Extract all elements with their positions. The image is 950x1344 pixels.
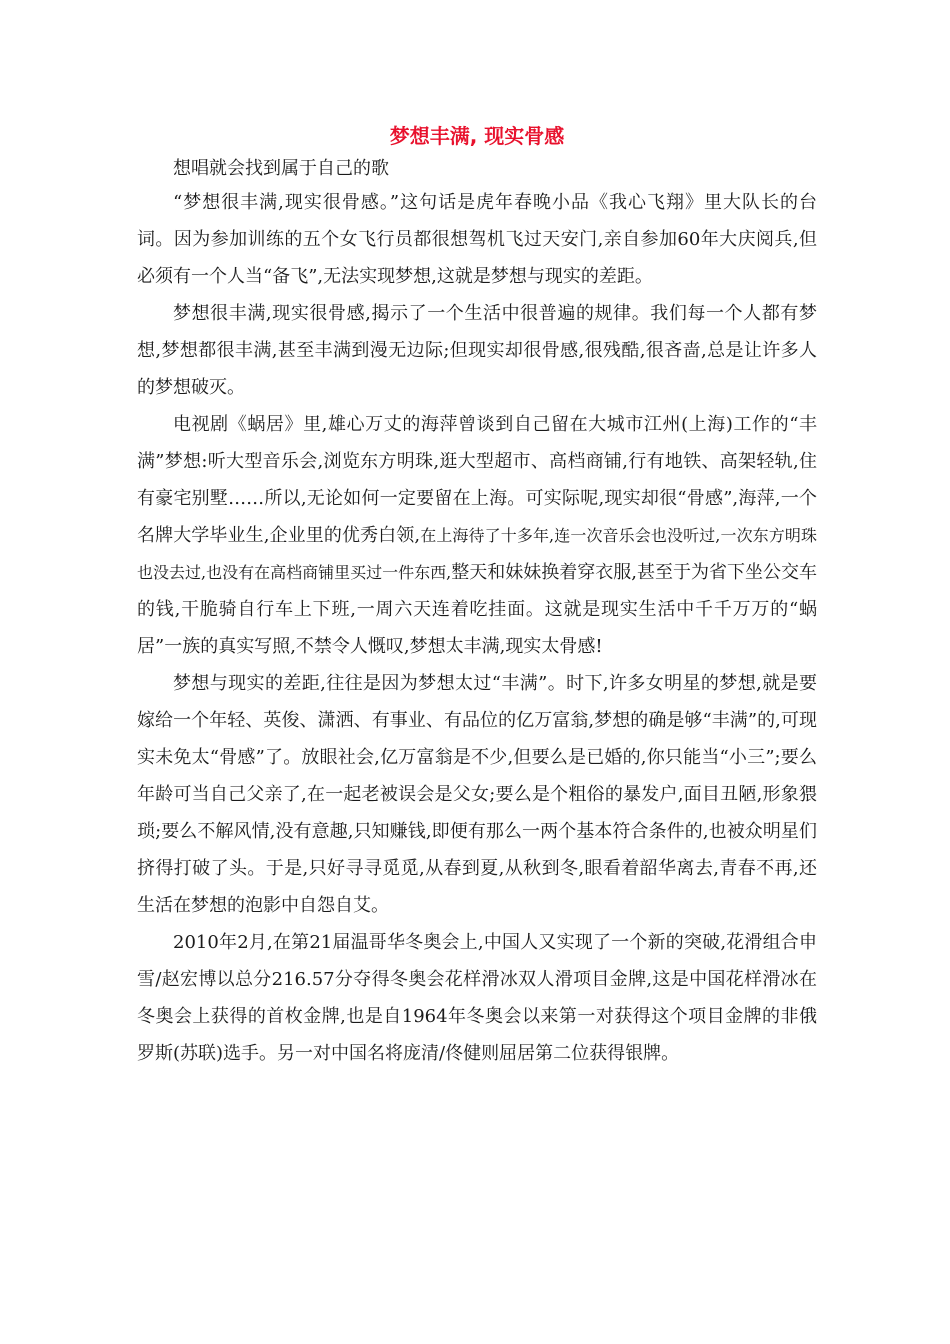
paragraph-3-part-1: 电视剧《蜗居》里,雄心万丈的海萍曾谈到自己留在大城市江州(上海)工作的“丰满”梦想:听大型音乐会,浏览东方明珠,逛大型超市、高档商铺,行有地铁、高架轻轨,住有豪宅别墅……所以,无论如何一定要留在上海。可实际呢,现实却很“骨感”,海萍,一个名牌大学毕业生,企业里的优秀白领, <box>137 414 817 546</box>
paragraph-3 <box>137 406 817 665</box>
paragraph-5: 2010年2月,在第21届温哥华冬奥会上,中国人又实现了一个新的突破,花滑组合申雪/赵宏博以总分216.57分夺得冬奥会花样滑冰双人滑项目金牌,这是中国花样滑冰在冬奥会上获得的首枚金牌,也是自1964年冬奥会以来第一对获得这个项目金牌的非俄罗斯(苏联)选手。另一对中国名将庞清/佟健则屈居第二位获得银牌。 <box>137 932 817 1064</box>
paragraph-2: 梦想很丰满,现实很骨感,揭示了一个生活中很普遍的规律。我们每一个人都有梦想,梦想都很丰满,甚至丰满到漫无边际;但现实却很骨感,很残酷,很吝啬,总是让许多人的梦想破灭。 <box>137 303 817 398</box>
paragraph-3-part-2: 在上海待了十多年,连一次音乐会也没听过,一次东方明珠也没去过,也没有在高档商铺里买过一件东西, <box>137 526 817 582</box>
paragraph-3-part-3: 整天和妹妹换着穿衣服,甚至于为省下坐公交车的钱,干脆骑自行车上下班,一周六天连着吃挂面。这就是现实生活中千千万万的“蜗居”一族的真实写照,不禁令人慨叹,梦想太丰满,现实太骨感! <box>137 562 817 657</box>
paragraph-4: 梦想与现实的差距,往往是因为梦想太过“丰满”。时下,许多女明星的梦想,就是要嫁给一个年轻、英俊、潇洒、有事业、有品位的亿万富翁,梦想的确是够“丰满”的,可现实未免太“骨感”了。放眼社会,亿万富翁是不少,但要么是已婚的,你只能当“小三”;要么年龄可当自己父亲了,在一起老被误会是父女;要么是个粗俗的暴发户,面目丑陋,形象猥琐;要么不解风情,没有意趣,只知赚钱,即便有那么一两个基本符合条件的,也被众明星们挤得打破了头。于是,只好寻寻觅觅,从春到夏,从秋到冬,眼看着韶华离去,青春不再,还生活在梦想的泡影中自怨自艾。 <box>137 673 818 916</box>
paragraph-1: “梦想很丰满,现实很骨感。”这句话是虎年春晚小品《我心飞翔》里大队长的台词。因为参加训练的五个女飞行员都很想驾机飞过天安门,亲自参加60年大庆阅兵,但必须有一个人当“备飞”,无法实现梦想,这就是梦想与现实的差距。 <box>137 192 817 287</box>
document-page <box>137 118 817 1072</box>
document-subtitle: 想唱就会找到属于自己的歌 <box>173 158 389 179</box>
document-title: 梦想丰满, 现实骨感 <box>389 124 565 148</box>
